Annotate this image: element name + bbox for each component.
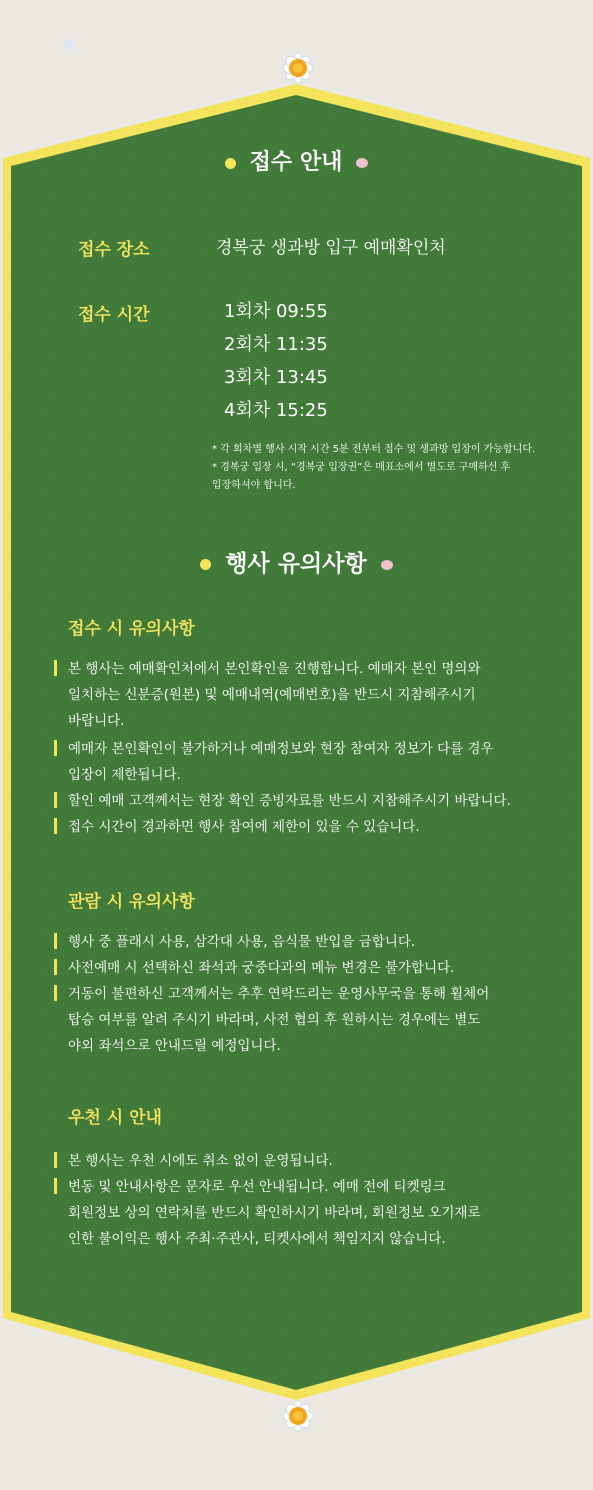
bullet-bar bbox=[54, 1152, 57, 1168]
round-4: 4회차 15:25 bbox=[224, 400, 328, 421]
bullet-bar bbox=[54, 985, 57, 1001]
yellow-dot-icon bbox=[225, 158, 236, 169]
yellow-dot-icon bbox=[200, 559, 211, 570]
list-item: 사전예매 시 선택하신 좌석과 궁중다과의 메뉴 변경은 불가합니다. bbox=[54, 955, 574, 981]
round-1: 1회차 09:55 bbox=[224, 301, 328, 322]
pink-dot-icon bbox=[356, 158, 368, 168]
list-item: 본 행사는 예매확인처에서 본인확인을 진행합니다. 예매자 본인 명의와 일치하는 신분증(원본) 및 예매내역(예매번호)을 반드시 지참해주시기 바랍니다. bbox=[54, 656, 574, 734]
bullet-bar bbox=[54, 1178, 57, 1194]
round-2: 2회차 11:35 bbox=[224, 334, 328, 355]
note-3: 입장하셔야 합니다. bbox=[212, 480, 296, 491]
bullet-bar bbox=[54, 818, 57, 834]
reception-title bbox=[0, 145, 593, 176]
cautions-title-text: 행사 유의사항 bbox=[225, 551, 367, 577]
bullet-bar bbox=[54, 959, 57, 975]
group-title-reception: 접수 시 유의사항 bbox=[68, 619, 195, 639]
pink-dot-icon bbox=[381, 560, 393, 570]
list-item: 예매자 본인확인이 불가하거나 예매정보와 현장 참여자 정보가 다를 경우 입장이 제한됩니다. bbox=[54, 736, 574, 788]
bullet-bar bbox=[54, 740, 57, 756]
bullet-bar bbox=[54, 660, 57, 676]
group-title-rain: 우천 시 안내 bbox=[68, 1108, 162, 1128]
list-item: 할인 예매 고객께서는 현장 확인 증빙자료를 반드시 지참해주시기 바랍니다. bbox=[54, 788, 574, 814]
time-label: 접수 시간 bbox=[78, 305, 150, 325]
group-title-viewing: 관람 시 유의사항 bbox=[68, 892, 195, 912]
cautions-title bbox=[0, 545, 593, 578]
note-2: * 경복궁 입장 시, “경복궁 입장권”은 매표소에서 별도로 구매하신 후 bbox=[212, 462, 511, 473]
bullet-bar bbox=[54, 792, 57, 808]
list-item: 거동이 불편하신 고객께서는 추후 연락드리는 운영사무국을 통해 휠체어 탑승 여부를 알려 주시기 바라며, 사전 협의 후 원하시는 경우에는 별도 야외 좌석으로 안내드릴 예정입니다. bbox=[54, 981, 574, 1059]
list-item: 접수 시간이 경과하면 행사 참여에 제한이 있을 수 있습니다. bbox=[54, 814, 574, 840]
bullet-bar bbox=[54, 933, 57, 949]
place-label: 접수 장소 bbox=[78, 240, 150, 260]
place-value: 경복궁 생과방 입구 예매확인처 bbox=[216, 238, 446, 258]
reception-title-text: 접수 안내 bbox=[249, 150, 343, 175]
list-item: 행사 중 플래시 사용, 삼각대 사용, 음식물 반입을 금합니다. bbox=[54, 929, 574, 955]
list-item: 본 행사는 우천 시에도 취소 없이 운영됩니다. bbox=[54, 1148, 574, 1174]
list-item: 변동 및 안내사항은 문자로 우선 안내됩니다. 예매 전에 티켓링크 회원정보 상의 연락처를 반드시 확인하시기 바라며, 회원정보 오기재로 인한 불이익은 행사 주최·주관사, 티켓사에서 책임지지 않습니다. bbox=[54, 1174, 574, 1252]
note-1: * 각 회차별 행사 시작 시간 5분 전부터 접수 및 생과방 입장이 가능합니다. bbox=[212, 444, 536, 455]
round-3: 3회차 13:45 bbox=[224, 367, 328, 388]
